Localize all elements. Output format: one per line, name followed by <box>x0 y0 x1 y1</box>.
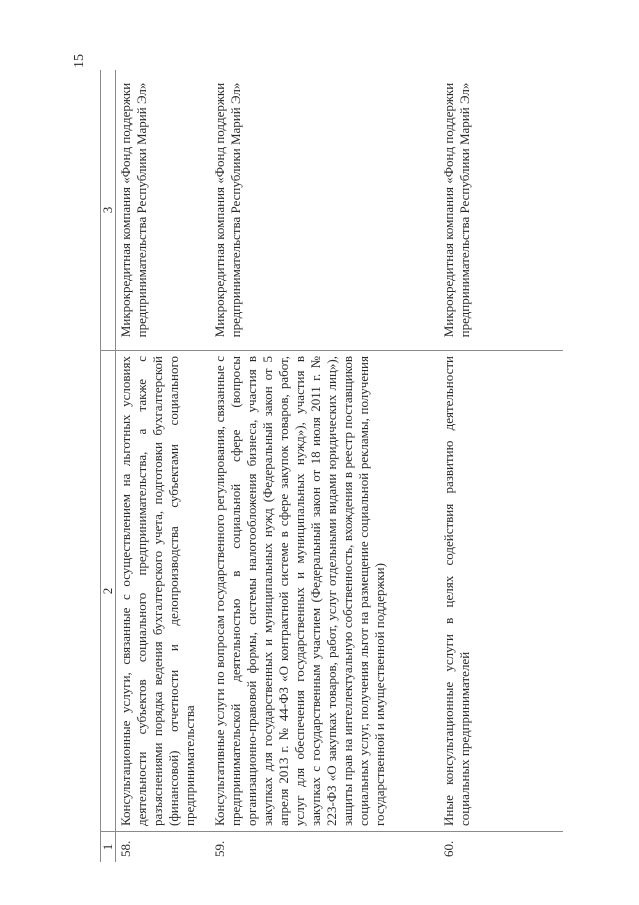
row-number: 60. <box>441 840 456 857</box>
header-col-2: 2 <box>101 351 116 832</box>
service-provider: Микрокредитная компания «Фонд поддержки предпринимательства Республики Марий Эл» <box>212 82 243 338</box>
table-header-row <box>101 70 116 862</box>
header-col-1: 1 <box>101 832 116 863</box>
service-provider: Микрокредитная компания «Фонд поддержки предпринимательства Республики Марий Эл» <box>441 82 472 338</box>
service-provider: Микрокредитная компания «Фонд поддержки предпринимательства Республики Марий Эл» <box>118 82 149 338</box>
row-number: 59. <box>212 840 227 857</box>
service-description: Консультативные услуги по вопросам государственного регулирования, связанные с предпринимательской деятельностью в социальной сфере (вопросы организационно-правовой формы, системы налогообложения бизнеса, участия в закупках для государственных и муниципальных нужд (Федеральный закон от 5 апреля 2013 г. № 44-ФЗ «О контрактной системе в сфере закупок товаров, работ, услуг для обеспечения государственных и муниципальных нужд»), участия в закупках с государственным участием (Федеральный закон от 18 июля 2011 г. № 223-ФЗ «О закупках товаров, работ, услуг отдельными видами юридических лиц»), защиты прав на интеллектуальную собственность, вхождения в реестр поставщиков социальных услуг, получения льгот на размещение социальной рекламы, получения государственной и имущественной поддержки) <box>210 351 439 832</box>
service-description: Иные консультационные услуги в целях содействия развитию деятельности социальных предпринимателей <box>439 351 563 832</box>
table-row <box>439 70 563 862</box>
table-row <box>210 70 439 862</box>
header-col-3: 3 <box>101 70 116 351</box>
table-row <box>116 70 211 862</box>
rotated-page <box>100 72 560 862</box>
row-number: 58. <box>118 840 133 857</box>
page-number: 15 <box>72 54 87 68</box>
service-description: Консультационные услуги, связанные с осуществлением на льготных условиях деятельности субъектов социального предпринимательства, а также с разъяснениями порядка ведения бухгалтерского учета, подготовки бухгалтерской (финансовой) отчетности и делопроизводства субъектами социального предпринимательства <box>116 351 211 832</box>
services-table <box>100 70 563 862</box>
